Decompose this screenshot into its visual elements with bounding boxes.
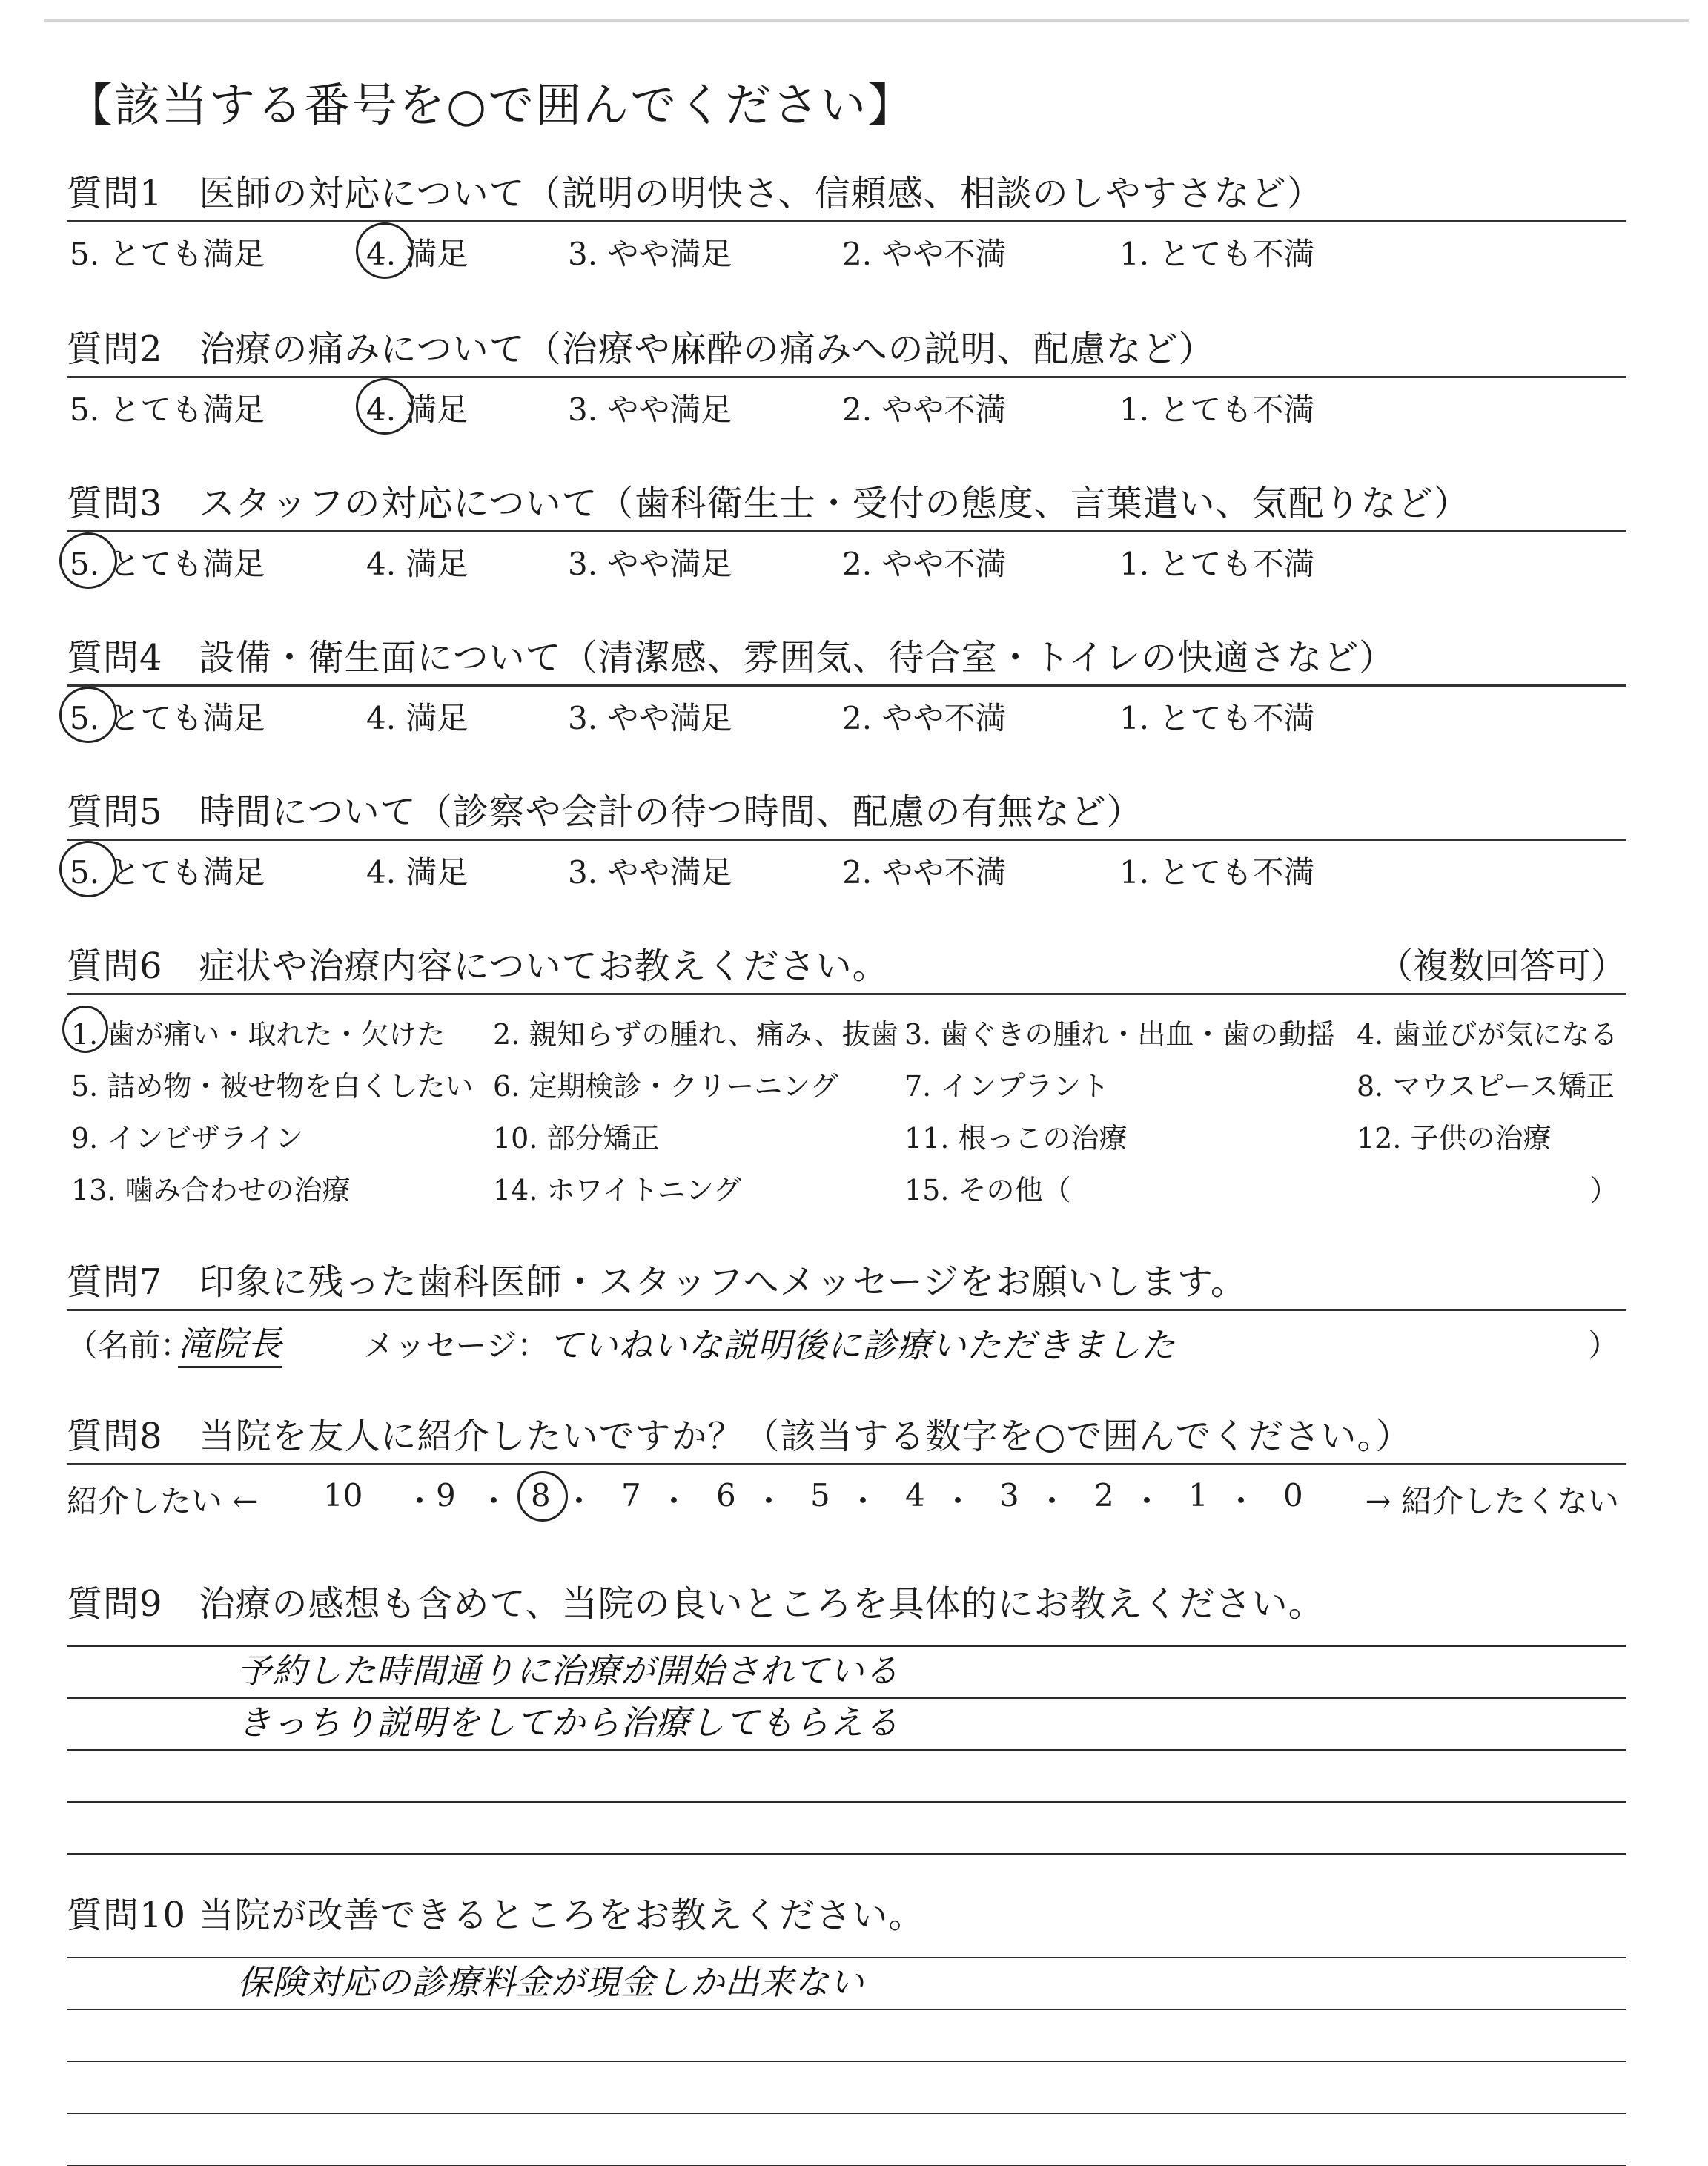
option-4[interactable]: 4. 満足 bbox=[366, 546, 469, 582]
symptom-options bbox=[67, 995, 1626, 1210]
form-heading: 【該当する番号を○で囲んでください】 bbox=[67, 78, 916, 132]
option-1[interactable]: 1. とても不満 bbox=[1119, 236, 1315, 272]
symptom-option[interactable]: 6. 定期検診・クリーニング bbox=[493, 1070, 838, 1103]
option-5-selected[interactable]: 5. とても満足 bbox=[70, 848, 265, 893]
answer-line[interactable] bbox=[67, 1958, 1626, 2010]
symptom-option[interactable]: 2. 親知らずの腫れ、痛み、抜歯 bbox=[493, 1018, 898, 1051]
answer-line[interactable] bbox=[67, 1751, 1626, 1803]
question-6 bbox=[67, 937, 1626, 1210]
separator-dot: ・ bbox=[658, 1483, 690, 1519]
question-2 bbox=[67, 320, 1626, 430]
separator-dot: ・ bbox=[478, 1483, 510, 1519]
question-4 bbox=[67, 629, 1626, 739]
option-5[interactable]: 5. とても満足 bbox=[70, 392, 265, 428]
question-2-options bbox=[67, 378, 1626, 430]
question-6-title: 質問6 症状や治療内容についてお教えください。 bbox=[67, 945, 889, 987]
question-1-options bbox=[67, 222, 1626, 274]
separator-dot: ・ bbox=[1131, 1483, 1163, 1519]
question-10 bbox=[67, 1886, 1626, 2166]
symptom-option[interactable]: 10. 部分矯正 bbox=[493, 1122, 660, 1155]
question-5-options bbox=[67, 841, 1626, 893]
question-3 bbox=[67, 475, 1626, 584]
option-2[interactable]: 2. やや不満 bbox=[842, 854, 1007, 891]
symptom-option[interactable]: 3. 歯ぐきの腫れ・出血・歯の動揺 bbox=[904, 1018, 1335, 1051]
option-5-selected[interactable]: 5. とても満足 bbox=[70, 540, 265, 584]
question-5-title: 質問5 時間について（診察や会計の待つ時間、配慮の有無など） bbox=[67, 791, 1143, 833]
score-8-selected[interactable]: 8 bbox=[531, 1477, 551, 1513]
answer-lines bbox=[67, 1626, 1626, 1855]
question-9-title: 質問9 治療の感想も含めて、当院の良いところを具体的にお教えください。 bbox=[67, 1583, 1325, 1625]
answer-line[interactable] bbox=[67, 2062, 1626, 2114]
score-0[interactable]: 0 bbox=[1283, 1477, 1303, 1513]
separator-dot: ・ bbox=[753, 1483, 785, 1519]
recommend-scale bbox=[67, 1465, 1626, 1517]
answer-line[interactable] bbox=[67, 1647, 1626, 1699]
question-2-title: 質問2 治療の痛みについて（治療や麻酔の痛みへの説明、配慮など） bbox=[67, 328, 1215, 370]
separator-dot: ・ bbox=[563, 1483, 595, 1519]
separator-dot: ・ bbox=[942, 1483, 974, 1519]
option-2[interactable]: 2. やや不満 bbox=[842, 700, 1007, 736]
question-3-options bbox=[67, 532, 1626, 584]
option-5-selected[interactable]: 5. とても満足 bbox=[70, 694, 265, 739]
question-10-title: 質問10 当院が改善できるところをお教えください。 bbox=[67, 1895, 925, 1936]
question-1-title: 質問1 医師の対応について（説明の明快さ、信頼感、相談のしやすさなど） bbox=[67, 173, 1323, 214]
option-3[interactable]: 3. やや満足 bbox=[568, 392, 732, 428]
option-3[interactable]: 3. やや満足 bbox=[568, 236, 732, 272]
question-7-title: 質問7 印象に残った歯科医師・スタッフへメッセージをお願いします。 bbox=[67, 1261, 1247, 1303]
message-value[interactable]: ていねいな説明後に診療いただきました bbox=[549, 1325, 1176, 1365]
score-2[interactable]: 2 bbox=[1094, 1477, 1114, 1513]
answer-lines bbox=[67, 1938, 1626, 2166]
option-3[interactable]: 3. やや満足 bbox=[568, 854, 732, 891]
answer-text: 保険対応の診療料金が現金しか出来ない bbox=[237, 1962, 864, 2002]
question-4-title: 質問4 設備・衛生面について（清潔感、雰囲気、待合室・トイレの快適さなど） bbox=[67, 637, 1396, 678]
option-2[interactable]: 2. やや不満 bbox=[842, 236, 1007, 272]
separator-dot: ・ bbox=[1036, 1483, 1068, 1519]
score-9[interactable]: 9 bbox=[436, 1477, 456, 1513]
answer-text: きっちり説明をしてから治療してもらえる bbox=[237, 1703, 899, 1743]
symptom-option[interactable]: 7. インプラント bbox=[904, 1070, 1110, 1103]
symptom-option[interactable]: 13. 噛み合わせの治療 bbox=[71, 1174, 351, 1206]
message-close-paren: ） bbox=[1587, 1327, 1619, 1364]
symptom-option[interactable]: 4. 歯並びが気になる bbox=[1357, 1018, 1618, 1051]
separator-dot: ・ bbox=[404, 1483, 436, 1519]
question-3-title: 質問3 スタッフの対応について（歯科衛生士・受付の態度、言葉遣い、気配りなど） bbox=[67, 483, 1470, 524]
option-1[interactable]: 1. とても不満 bbox=[1119, 854, 1315, 891]
recommend-left-label: 紹介したい ← bbox=[67, 1483, 259, 1519]
name-value[interactable]: 滝院長 bbox=[178, 1317, 282, 1368]
answer-line[interactable] bbox=[67, 2010, 1626, 2062]
symptom-option[interactable]: 5. 詰め物・被せ物を白くしたい bbox=[71, 1070, 474, 1103]
separator-dot: ・ bbox=[1225, 1483, 1257, 1519]
score-6[interactable]: 6 bbox=[716, 1477, 736, 1513]
question-9 bbox=[67, 1575, 1626, 1855]
multiple-answers-note: （複数回答可） bbox=[1377, 945, 1626, 987]
recommend-right-label: → 紹介したくない bbox=[1365, 1483, 1619, 1519]
option-1[interactable]: 1. とても不満 bbox=[1119, 700, 1315, 736]
symptom-option-selected[interactable]: 1. 歯が痛い・取れた・欠けた bbox=[71, 1011, 445, 1052]
option-4-selected[interactable]: 4. 満足 bbox=[366, 386, 468, 430]
answer-line[interactable] bbox=[67, 1803, 1626, 1855]
option-4[interactable]: 4. 満足 bbox=[366, 854, 469, 891]
score-10[interactable]: 10 bbox=[323, 1477, 363, 1513]
score-4[interactable]: 4 bbox=[905, 1477, 925, 1513]
option-4-selected[interactable]: 4. 満足 bbox=[366, 230, 468, 274]
symptom-option[interactable]: 11. 根っこの治療 bbox=[904, 1122, 1128, 1155]
question-1 bbox=[67, 165, 1626, 274]
option-4[interactable]: 4. 満足 bbox=[366, 700, 469, 736]
question-8 bbox=[67, 1407, 1626, 1517]
option-3[interactable]: 3. やや満足 bbox=[568, 546, 732, 582]
message-label: メッセージ： bbox=[363, 1327, 549, 1364]
symptom-option[interactable]: 8. マウスピース矯正 bbox=[1357, 1070, 1615, 1103]
question-7 bbox=[67, 1253, 1626, 1363]
answer-line[interactable] bbox=[67, 2114, 1626, 2166]
message-line bbox=[67, 1311, 1626, 1363]
question-4-options bbox=[67, 687, 1626, 739]
symptom-option[interactable]: 9. インビザライン bbox=[71, 1122, 304, 1155]
top-border bbox=[44, 19, 1689, 22]
symptom-option[interactable]: 14. ホワイトニング bbox=[493, 1174, 742, 1206]
option-2[interactable]: 2. やや不満 bbox=[842, 392, 1007, 428]
symptom-option[interactable]: 12. 子供の治療 bbox=[1357, 1122, 1552, 1155]
answer-line[interactable] bbox=[67, 1699, 1626, 1751]
option-5[interactable]: 5. とても満足 bbox=[70, 236, 265, 272]
question-8-title: 質問8 当院を友人に紹介したいですか？（該当する数字を○で囲んでください。） bbox=[67, 1416, 1412, 1457]
name-label: （名前： bbox=[67, 1327, 192, 1364]
symptom-option-other[interactable]: 15. その他（ bbox=[904, 1174, 1071, 1206]
option-1[interactable]: 1. とても不満 bbox=[1119, 546, 1315, 582]
option-2[interactable]: 2. やや不満 bbox=[842, 546, 1007, 582]
other-close-paren: ） bbox=[1589, 1174, 1619, 1208]
answer-text: 予約した時間通りに治療が開始されている bbox=[237, 1651, 899, 1691]
score-3[interactable]: 3 bbox=[999, 1477, 1019, 1513]
separator-dot: ・ bbox=[847, 1483, 879, 1519]
question-5 bbox=[67, 783, 1626, 893]
score-1[interactable]: 1 bbox=[1188, 1477, 1208, 1513]
score-5[interactable]: 5 bbox=[810, 1477, 830, 1513]
option-3[interactable]: 3. やや満足 bbox=[568, 700, 732, 736]
score-7[interactable]: 7 bbox=[621, 1477, 641, 1513]
option-1[interactable]: 1. とても不満 bbox=[1119, 392, 1315, 428]
